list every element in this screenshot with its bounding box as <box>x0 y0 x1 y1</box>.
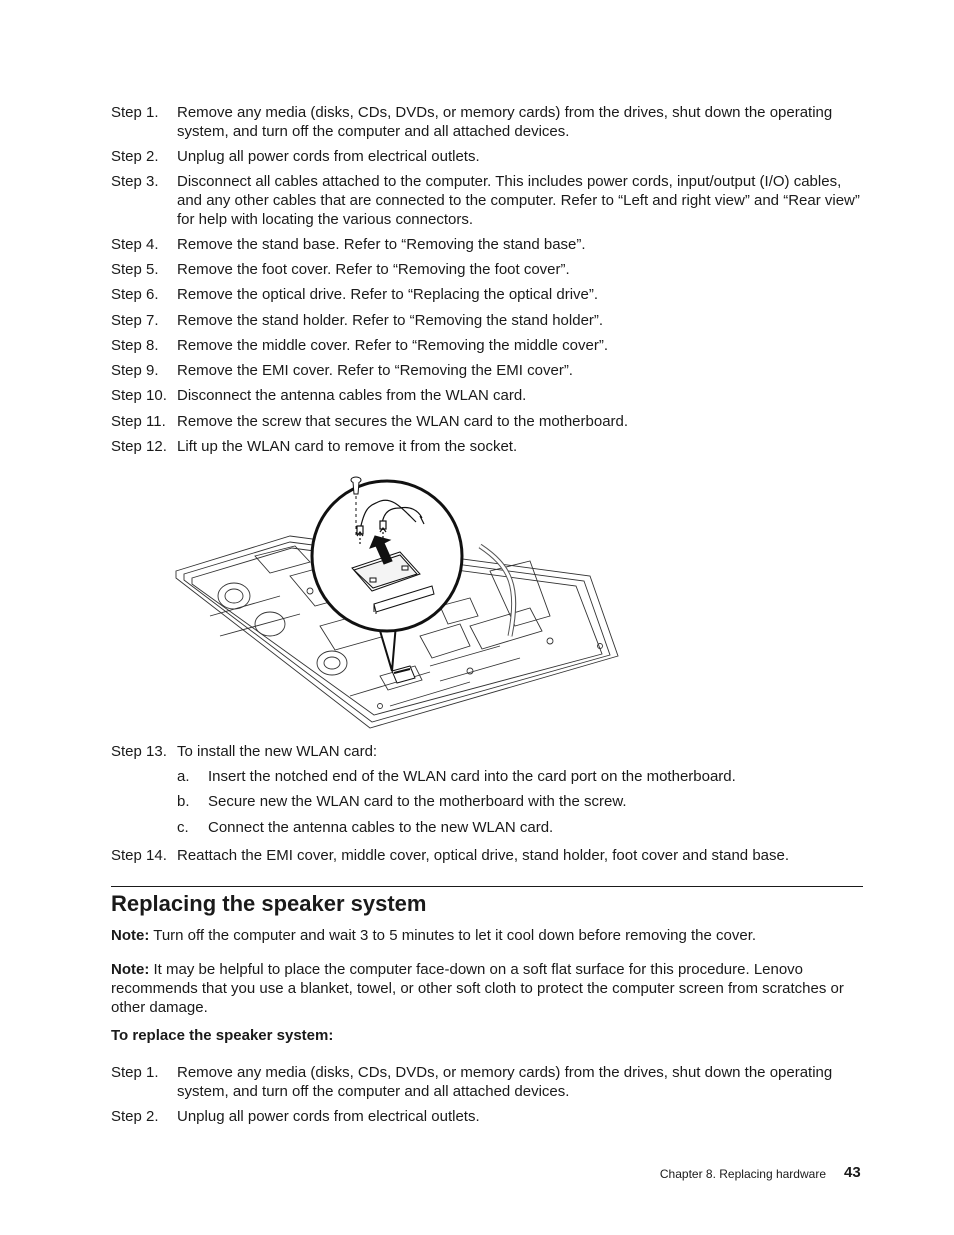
step-text: Remove the middle cover. Refer to “Removing the middle cover”. <box>177 337 609 354</box>
substep-letter: c. <box>177 819 189 836</box>
note-text: Turn off the computer and wait 3 to 5 minutes to let it cool down before removing the cover. <box>149 927 757 944</box>
step-number: Step 10. <box>111 387 167 404</box>
step-number: Step 2. <box>111 1108 159 1125</box>
footer-chapter: Chapter 8. Replacing hardware <box>659 1167 826 1181</box>
step-text: Remove the screw that secures the WLAN card to the motherboard. <box>177 413 629 430</box>
note-label: Note: <box>111 961 150 978</box>
page-number: 43 <box>844 1164 861 1181</box>
step-text: Unplug all power cords from electrical outlets. <box>177 148 480 165</box>
step-number: Step 6. <box>111 286 159 303</box>
note-text: It may be helpful to place the computer face-down on a soft flat surface for this procedure. Lenovo recommends that you use a blanket, towel, or other soft cloth to protect the computer screen from scratches or other damage. <box>111 961 844 1016</box>
step-text: Remove the stand base. Refer to “Removing the stand base”. <box>177 236 586 253</box>
substep-text: Insert the notched end of the WLAN card into the card port on the motherboard. <box>208 768 736 785</box>
substep-text: Connect the antenna cables to the new WLAN card. <box>208 819 554 836</box>
step-text: Remove the EMI cover. Refer to “Removing the EMI cover”. <box>177 362 573 379</box>
note-label: Note: <box>111 927 150 944</box>
substep-text: Secure new the WLAN card to the motherboard with the screw. <box>208 793 627 810</box>
step-number: Step 1. <box>111 1064 159 1081</box>
step-number: Step 4. <box>111 236 159 253</box>
step-text: Remove any media (disks, CDs, DVDs, or memory cards) from the drives, shut down the operating system, and turn off the computer and all attached devices. <box>177 104 833 140</box>
step-text: Reattach the EMI cover, middle cover, optical drive, stand holder, foot cover and stand base. <box>177 847 790 864</box>
step-number: Step 5. <box>111 261 159 278</box>
step-text: Remove the optical drive. Refer to “Replacing the optical drive”. <box>177 286 599 303</box>
wlan-card-removal-illustration <box>170 466 622 734</box>
step-number: Step 9. <box>111 362 159 379</box>
step-text: Remove the stand holder. Refer to “Removing the stand holder”. <box>177 312 604 329</box>
step-number: Step 2. <box>111 148 159 165</box>
note-face-down <box>111 960 863 1017</box>
section-heading: Replacing the speaker system <box>111 891 427 916</box>
substep-letter: a. <box>177 768 190 785</box>
step-text: Unplug all power cords from electrical outlets. <box>177 1108 480 1125</box>
step-number: Step 14. <box>111 847 167 864</box>
step-text: Lift up the WLAN card to remove it from the socket. <box>177 438 518 455</box>
procedure-title: To replace the speaker system: <box>111 1027 334 1044</box>
step-number: Step 7. <box>111 312 159 329</box>
step-number: Step 3. <box>111 173 159 190</box>
step-number: Step 12. <box>111 438 167 455</box>
step-text: Remove any media (disks, CDs, DVDs, or memory cards) from the drives, shut down the operating system, and turn off the computer and all attached devices. <box>177 1064 833 1100</box>
step-text: Remove the foot cover. Refer to “Removing the foot cover”. <box>177 261 570 278</box>
step-text: Disconnect all cables attached to the computer. This includes power cords, input/output (I/O) cables, and any other cables that are connected to the computer. Refer to “Left and right view” and “Rear view” for help with locating the various connectors. <box>177 173 860 228</box>
step-number: Step 8. <box>111 337 159 354</box>
step-number: Step 13. <box>111 743 167 760</box>
step-number: Step 11. <box>111 413 166 430</box>
substep-letter: b. <box>177 793 190 810</box>
step-text: Disconnect the antenna cables from the WLAN card. <box>177 387 527 404</box>
section-divider <box>111 886 863 887</box>
note-cooldown <box>111 926 863 945</box>
step-number: Step 1. <box>111 104 159 121</box>
step-text: To install the new WLAN card: <box>177 743 378 760</box>
